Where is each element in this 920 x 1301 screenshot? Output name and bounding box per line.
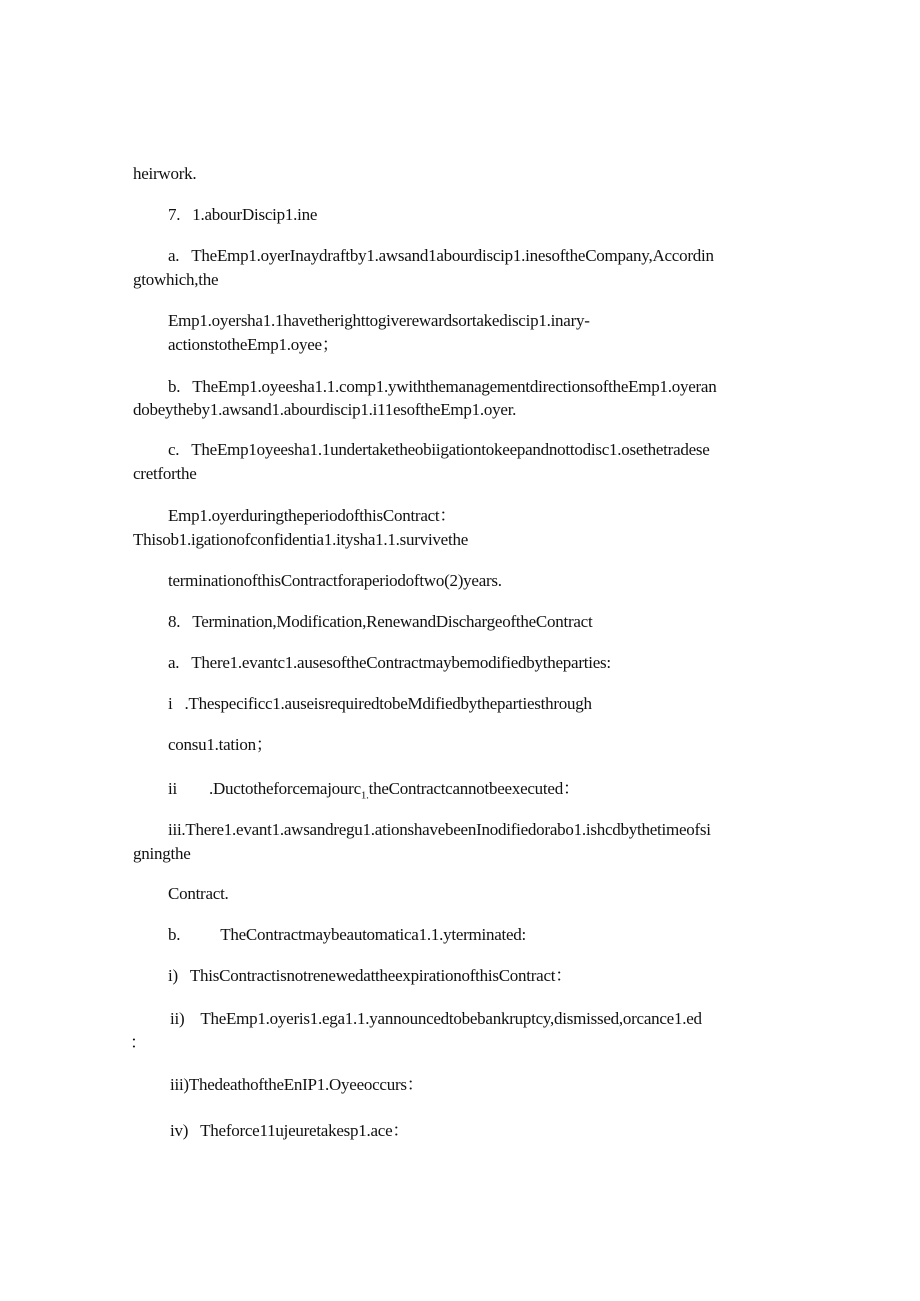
text-line: dobeytheby1.awsand1.abourdiscip1.i11esoftheEmp1.oyer. [133,400,517,419]
text-line: Thisob1.igationofconfidentia1.itysha1.1.survivethe [133,530,468,549]
text-line: Emp1.oyerduringtheperiodofthisContract： [168,506,457,525]
text-line: Contract. [168,884,229,903]
section-heading: 7. 1.abourDiscip1.ine [168,205,318,224]
text-line-subscript [168,779,580,805]
text-line: a. TheEmp1.oyerInaydraftby1.awsand1abourdiscip1.inesoftheCompany,Accordin [168,246,714,265]
text-line: a. There1.evantc1.ausesoftheContractmaybemodifiedbytheparties: [168,653,611,672]
subscript-fragment: 1. [360,789,369,802]
text-line: b. TheEmp1.oyeesha1.1.comp1.ywiththemanagementdirectionsoftheEmp1.oyeran [168,377,717,396]
text-line: iii.There1.evant1.awsandregu1.ationshavebeenInodifiedorabo1.ishcdbythetimeofsi [168,820,711,839]
text-line: gningthe [133,844,191,863]
text-line: i) ThisContractisnotrenewedattheexpirationofthisContract： [168,966,572,985]
text-line: consu1.tation； [168,735,273,754]
text-line-suffix: theContractcannotbeexecuted： [368,779,580,798]
text-line: gtowhich,the [133,270,219,289]
section-heading: 8. Termination,Modification,RenewandDischargeoftheContract [168,612,593,631]
text-line: c. TheEmp1oyeesha1.1undertaketheobiigationtokeepandnottodisc1.osethetradese [168,440,710,459]
text-line: b. TheContractmaybeautomatica1.1.yterminated: [168,925,527,944]
text-line: Emp1.oyersha1.1havetherighttogiverewardsortakediscip1.inary- [168,311,590,330]
text-line: iii)ThedeathoftheEnIP1.Oyeeoccurs： [170,1075,424,1094]
text-line: terminationofthisContractforaperiodoftwo(2)years. [168,571,502,590]
text-line: ： [130,1033,147,1052]
text-line: i .Thespecificc1.auseisrequiredtobeMdifiedbythepartiesthrough [168,694,592,713]
text-line: heirwork. [133,164,197,183]
text-line: cretforthe [133,464,197,483]
text-line: ii) TheEmp1.oyeris1.ega1.1.yannouncedtobebankruptcy,dismissed,orcance1.ed [170,1009,702,1028]
text-line: iv) Theforce11ujeuretakesp1.ace： [170,1121,410,1140]
text-line-prefix: ii .Ductotheforcemajourc [168,779,361,798]
text-line: actionstotheEmp1.oyee； [168,335,339,354]
